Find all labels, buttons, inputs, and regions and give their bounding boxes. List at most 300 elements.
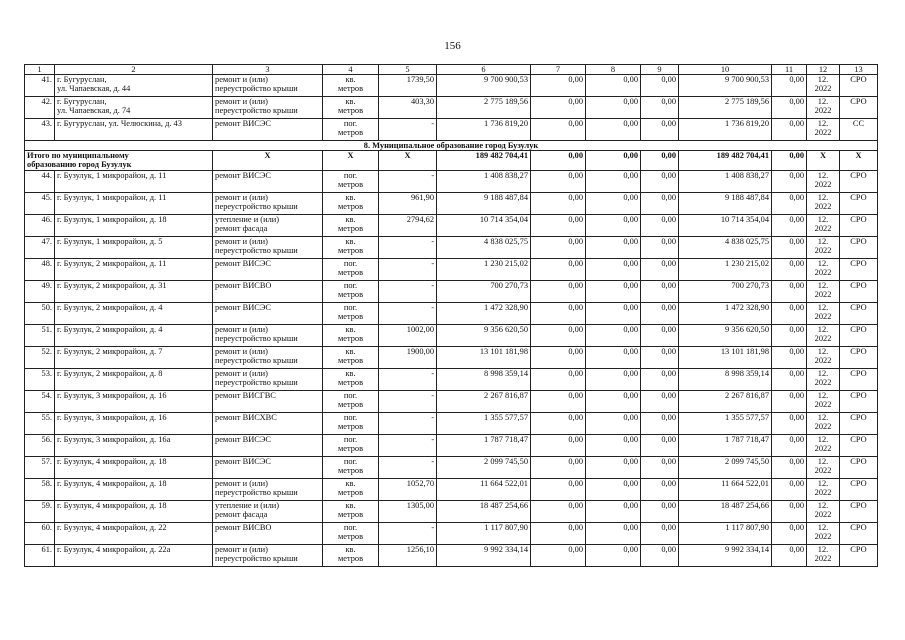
cost-cell: 0,00: [641, 281, 679, 303]
unit-cell: кв. метров: [323, 369, 379, 391]
quantity-cell: -: [379, 303, 437, 325]
cost-cell: 0,00: [772, 259, 807, 281]
cost-cell: 0,00: [772, 391, 807, 413]
quantity-cell: 1052,70: [379, 479, 437, 501]
table-row: [25, 215, 878, 237]
table-row: [25, 97, 878, 119]
cost-cell: 0,00: [772, 171, 807, 193]
unit-cell: пог. метров: [323, 523, 379, 545]
cost-cell: 700 270,73: [679, 281, 772, 303]
column-header: 1: [25, 65, 55, 75]
unit-cell: кв. метров: [323, 479, 379, 501]
cost-cell: 9 188 487,84: [679, 193, 772, 215]
cost-cell: 0,00: [586, 119, 641, 141]
cost-cell: 0,00: [531, 369, 586, 391]
total-label: Итого по муниципальному образованию город Бузулук: [25, 151, 213, 171]
cost-cell: 0,00: [772, 347, 807, 369]
address-cell: г. Бузулук, 4 микрорайон, д. 18: [55, 457, 213, 479]
address-cell: г. Бузулук, 1 микрорайон, д. 11: [55, 193, 213, 215]
work-type-cell: ремонт ВИСЭС: [213, 435, 323, 457]
deadline-cell: 12. 2022: [807, 391, 840, 413]
table-row: [25, 325, 878, 347]
cost-cell: 0,00: [531, 75, 586, 97]
row-number: 61.: [25, 545, 55, 567]
table-row: [25, 303, 878, 325]
cost-cell: 0,00: [586, 303, 641, 325]
address-cell: г. Бузулук, 1 микрорайон, д. 11: [55, 171, 213, 193]
deadline-cell: 12. 2022: [807, 259, 840, 281]
total-cell: 189 482 704,41: [437, 151, 531, 171]
quantity-cell: -: [379, 391, 437, 413]
total-cost-cell: 4 838 025,75: [437, 237, 531, 259]
quantity-cell: 1256,10: [379, 545, 437, 567]
total-cost-cell: 1 408 838,27: [437, 171, 531, 193]
address-cell: г. Бузулук, 3 микрорайон, д. 16: [55, 391, 213, 413]
total-cost-cell: 1 230 215,02: [437, 259, 531, 281]
work-type-cell: ремонт ВИСЭС: [213, 119, 323, 141]
total-cell: X: [323, 151, 379, 171]
repair-register-table: [24, 64, 878, 567]
row-number: 58.: [25, 479, 55, 501]
deadline-cell: 12. 2022: [807, 281, 840, 303]
cost-cell: 0,00: [586, 347, 641, 369]
cost-cell: 0,00: [641, 119, 679, 141]
column-number-row: [25, 65, 878, 75]
page-number: 156: [444, 40, 461, 52]
work-type-cell: ремонт ВИСЭС: [213, 171, 323, 193]
cost-cell: 0,00: [586, 391, 641, 413]
section-title: 8. Муниципальное образование город Бузулук: [25, 141, 878, 151]
quantity-cell: 1305,00: [379, 501, 437, 523]
deadline-cell: 12. 2022: [807, 97, 840, 119]
method-cell: СРО: [840, 97, 878, 119]
unit-cell: кв. метров: [323, 75, 379, 97]
column-header: 6: [437, 65, 531, 75]
cost-cell: 0,00: [586, 259, 641, 281]
quantity-cell: -: [379, 369, 437, 391]
unit-cell: кв. метров: [323, 237, 379, 259]
cost-cell: 0,00: [531, 303, 586, 325]
method-cell: СРО: [840, 435, 878, 457]
method-cell: СРО: [840, 391, 878, 413]
cost-cell: 0,00: [772, 325, 807, 347]
cost-cell: 0,00: [641, 193, 679, 215]
method-cell: СРО: [840, 237, 878, 259]
work-type-cell: ремонт и (или) переустройство крыши: [213, 369, 323, 391]
column-header: 3: [213, 65, 323, 75]
cost-cell: 11 664 522,01: [679, 479, 772, 501]
deadline-cell: 12. 2022: [807, 435, 840, 457]
quantity-cell: 403,30: [379, 97, 437, 119]
cost-cell: 0,00: [641, 303, 679, 325]
column-header: 5: [379, 65, 437, 75]
cost-cell: 0,00: [641, 75, 679, 97]
unit-cell: пог. метров: [323, 435, 379, 457]
method-cell: СРО: [840, 413, 878, 435]
row-number: 52.: [25, 347, 55, 369]
cost-cell: 0,00: [586, 413, 641, 435]
cost-cell: 0,00: [531, 193, 586, 215]
method-cell: СС: [840, 119, 878, 141]
method-cell: СРО: [840, 457, 878, 479]
cost-cell: 0,00: [772, 75, 807, 97]
cost-cell: 0,00: [641, 435, 679, 457]
method-cell: СРО: [840, 171, 878, 193]
cost-cell: 2 267 816,87: [679, 391, 772, 413]
unit-cell: пог. метров: [323, 457, 379, 479]
cost-cell: 0,00: [586, 193, 641, 215]
cost-cell: 10 714 354,04: [679, 215, 772, 237]
row-number: 41.: [25, 75, 55, 97]
quantity-cell: -: [379, 259, 437, 281]
address-cell: г. Бузулук, 4 микрорайон, д. 18: [55, 501, 213, 523]
cost-cell: 0,00: [586, 501, 641, 523]
cost-cell: 0,00: [586, 369, 641, 391]
cost-cell: 0,00: [772, 501, 807, 523]
table-row: [25, 457, 878, 479]
quantity-cell: -: [379, 237, 437, 259]
unit-cell: кв. метров: [323, 325, 379, 347]
deadline-cell: 12. 2022: [807, 457, 840, 479]
column-header: 9: [641, 65, 679, 75]
cost-cell: 0,00: [772, 479, 807, 501]
row-number: 45.: [25, 193, 55, 215]
method-cell: СРО: [840, 347, 878, 369]
unit-cell: пог. метров: [323, 303, 379, 325]
cost-cell: 0,00: [531, 413, 586, 435]
total-cell: 0,00: [586, 151, 641, 171]
cost-cell: 0,00: [641, 215, 679, 237]
cost-cell: 0,00: [641, 479, 679, 501]
row-number: 46.: [25, 215, 55, 237]
cost-cell: 0,00: [531, 523, 586, 545]
quantity-cell: 1002,00: [379, 325, 437, 347]
cost-cell: 0,00: [531, 325, 586, 347]
cost-cell: 0,00: [641, 457, 679, 479]
cost-cell: 0,00: [586, 215, 641, 237]
address-cell: г. Бузулук, 2 микрорайон, д. 8: [55, 369, 213, 391]
table-row: [25, 435, 878, 457]
cost-cell: 9 992 334,14: [679, 545, 772, 567]
cost-cell: 0,00: [531, 259, 586, 281]
unit-cell: кв. метров: [323, 501, 379, 523]
cost-cell: 0,00: [641, 325, 679, 347]
deadline-cell: 12. 2022: [807, 347, 840, 369]
quantity-cell: 1900,00: [379, 347, 437, 369]
row-number: 44.: [25, 171, 55, 193]
total-cost-cell: 8 998 359,14: [437, 369, 531, 391]
total-cost-cell: 1 787 718,47: [437, 435, 531, 457]
work-type-cell: ремонт ВИСВО: [213, 523, 323, 545]
column-header: 13: [840, 65, 878, 75]
total-cost-cell: 2 099 745,50: [437, 457, 531, 479]
cost-cell: 9 356 620,50: [679, 325, 772, 347]
method-cell: СРО: [840, 545, 878, 567]
cost-cell: 0,00: [531, 237, 586, 259]
deadline-cell: 12. 2022: [807, 545, 840, 567]
work-type-cell: ремонт и (или) переустройство крыши: [213, 75, 323, 97]
cost-cell: 0,00: [586, 237, 641, 259]
cost-cell: 0,00: [586, 171, 641, 193]
method-cell: СРО: [840, 501, 878, 523]
cost-cell: 0,00: [586, 97, 641, 119]
total-cost-cell: 9 700 900,53: [437, 75, 531, 97]
method-cell: СРО: [840, 215, 878, 237]
total-cost-cell: 13 101 181,98: [437, 347, 531, 369]
work-type-cell: ремонт ВИСВО: [213, 281, 323, 303]
cost-cell: 0,00: [586, 545, 641, 567]
work-type-cell: ремонт ВИСЭС: [213, 457, 323, 479]
method-cell: СРО: [840, 259, 878, 281]
deadline-cell: 12. 2022: [807, 75, 840, 97]
quantity-cell: -: [379, 457, 437, 479]
cost-cell: 1 472 328,90: [679, 303, 772, 325]
address-cell: г. Бузулук, 2 микрорайон, д. 7: [55, 347, 213, 369]
row-number: 57.: [25, 457, 55, 479]
cost-cell: 0,00: [531, 119, 586, 141]
table-row: [25, 237, 878, 259]
total-cost-cell: 700 270,73: [437, 281, 531, 303]
table-row: [25, 413, 878, 435]
cost-cell: 1 230 215,02: [679, 259, 772, 281]
quantity-cell: 1739,50: [379, 75, 437, 97]
cost-cell: 0,00: [772, 281, 807, 303]
quantity-cell: -: [379, 171, 437, 193]
cost-cell: 0,00: [772, 237, 807, 259]
cost-cell: 0,00: [641, 545, 679, 567]
total-cell: 189 482 704,41: [679, 151, 772, 171]
total-cell: X: [840, 151, 878, 171]
work-type-cell: ремонт ВИСГВС: [213, 391, 323, 413]
row-number: 42.: [25, 97, 55, 119]
total-cell: X: [213, 151, 323, 171]
unit-cell: пог. метров: [323, 259, 379, 281]
cost-cell: 0,00: [531, 215, 586, 237]
row-number: 48.: [25, 259, 55, 281]
cost-cell: 1 355 577,57: [679, 413, 772, 435]
work-type-cell: ремонт ВИСХВС: [213, 413, 323, 435]
cost-cell: 0,00: [641, 413, 679, 435]
unit-cell: кв. метров: [323, 193, 379, 215]
table-row: [25, 75, 878, 97]
address-cell: г. Бугуруслан, ул. Чапаевская, д. 44: [55, 75, 213, 97]
method-cell: СРО: [840, 193, 878, 215]
column-header: 11: [772, 65, 807, 75]
column-header: 7: [531, 65, 586, 75]
method-cell: СРО: [840, 523, 878, 545]
column-header: 2: [55, 65, 213, 75]
cost-cell: 0,00: [772, 303, 807, 325]
work-type-cell: ремонт и (или) переустройство крыши: [213, 347, 323, 369]
deadline-cell: 12. 2022: [807, 193, 840, 215]
cost-cell: 0,00: [641, 171, 679, 193]
total-cost-cell: 1 736 819,20: [437, 119, 531, 141]
unit-cell: пог. метров: [323, 413, 379, 435]
table-row: [25, 479, 878, 501]
cost-cell: 0,00: [531, 171, 586, 193]
address-cell: г. Бузулук, 4 микрорайон, д. 22а: [55, 545, 213, 567]
table-row: [25, 501, 878, 523]
deadline-cell: 12. 2022: [807, 237, 840, 259]
deadline-cell: 12. 2022: [807, 325, 840, 347]
work-type-cell: утепление и (или) ремонт фасада: [213, 215, 323, 237]
unit-cell: пог. метров: [323, 119, 379, 141]
address-cell: г. Бузулук, 1 микрорайон, д. 18: [55, 215, 213, 237]
cost-cell: 9 700 900,53: [679, 75, 772, 97]
total-cost-cell: 1 472 328,90: [437, 303, 531, 325]
cost-cell: 0,00: [586, 435, 641, 457]
unit-cell: пог. метров: [323, 391, 379, 413]
row-number: 60.: [25, 523, 55, 545]
deadline-cell: 12. 2022: [807, 119, 840, 141]
cost-cell: 0,00: [641, 347, 679, 369]
column-header: 4: [323, 65, 379, 75]
quantity-cell: -: [379, 435, 437, 457]
cost-cell: 0,00: [641, 259, 679, 281]
method-cell: СРО: [840, 75, 878, 97]
deadline-cell: 12. 2022: [807, 369, 840, 391]
row-number: 53.: [25, 369, 55, 391]
deadline-cell: 12. 2022: [807, 303, 840, 325]
quantity-cell: -: [379, 119, 437, 141]
cost-cell: 0,00: [772, 457, 807, 479]
cost-cell: 0,00: [531, 391, 586, 413]
total-cell: 0,00: [772, 151, 807, 171]
row-number: 49.: [25, 281, 55, 303]
address-cell: г. Бузулук, 4 микрорайон, д. 18: [55, 479, 213, 501]
method-cell: СРО: [840, 479, 878, 501]
section-title-row: [25, 141, 878, 151]
method-cell: СРО: [840, 325, 878, 347]
row-number: 43.: [25, 119, 55, 141]
cost-cell: 0,00: [586, 457, 641, 479]
unit-cell: кв. метров: [323, 97, 379, 119]
deadline-cell: 12. 2022: [807, 479, 840, 501]
cost-cell: 0,00: [531, 479, 586, 501]
row-number: 47.: [25, 237, 55, 259]
cost-cell: 0,00: [586, 479, 641, 501]
cost-cell: 0,00: [641, 369, 679, 391]
total-cost-cell: 9 992 334,14: [437, 545, 531, 567]
method-cell: СРО: [840, 369, 878, 391]
table-row: [25, 281, 878, 303]
address-cell: г. Бузулук, 2 микрорайон, д. 31: [55, 281, 213, 303]
row-number: 59.: [25, 501, 55, 523]
table-row: [25, 347, 878, 369]
work-type-cell: ремонт и (или) переустройство крыши: [213, 237, 323, 259]
table-row: [25, 369, 878, 391]
row-number: 55.: [25, 413, 55, 435]
cost-cell: 0,00: [641, 523, 679, 545]
column-header: 8: [586, 65, 641, 75]
deadline-cell: 12. 2022: [807, 523, 840, 545]
work-type-cell: ремонт и (или) переустройство крыши: [213, 193, 323, 215]
cost-cell: 0,00: [531, 347, 586, 369]
address-cell: г. Бузулук, 3 микрорайон, д. 16а: [55, 435, 213, 457]
cost-cell: 0,00: [531, 281, 586, 303]
quantity-cell: -: [379, 413, 437, 435]
address-cell: г. Бузулук, 2 микрорайон, д. 4: [55, 325, 213, 347]
cost-cell: 0,00: [586, 325, 641, 347]
quantity-cell: 961,90: [379, 193, 437, 215]
unit-cell: кв. метров: [323, 215, 379, 237]
cost-cell: 1 117 807,90: [679, 523, 772, 545]
cost-cell: 0,00: [641, 97, 679, 119]
cost-cell: 0,00: [772, 193, 807, 215]
unit-cell: пог. метров: [323, 281, 379, 303]
quantity-cell: -: [379, 523, 437, 545]
address-cell: г. Бугуруслан, ул. Чапаевская, д. 74: [55, 97, 213, 119]
table-row: [25, 391, 878, 413]
cost-cell: 0,00: [641, 391, 679, 413]
cost-cell: 0,00: [772, 119, 807, 141]
quantity-cell: 2794,62: [379, 215, 437, 237]
column-header: 10: [679, 65, 772, 75]
work-type-cell: утепление и (или) ремонт фасада: [213, 501, 323, 523]
deadline-cell: 12. 2022: [807, 171, 840, 193]
address-cell: г. Бузулук, 2 микрорайон, д. 4: [55, 303, 213, 325]
deadline-cell: 12. 2022: [807, 215, 840, 237]
cost-cell: 0,00: [772, 413, 807, 435]
method-cell: СРО: [840, 303, 878, 325]
total-cost-cell: 11 664 522,01: [437, 479, 531, 501]
total-cost-cell: 1 117 807,90: [437, 523, 531, 545]
table-row: [25, 193, 878, 215]
unit-cell: кв. метров: [323, 347, 379, 369]
total-cell: X: [379, 151, 437, 171]
cost-cell: 0,00: [531, 501, 586, 523]
work-type-cell: ремонт и (или) переустройство крыши: [213, 97, 323, 119]
total-cell: 0,00: [531, 151, 586, 171]
table-row: [25, 171, 878, 193]
total-cost-cell: 2 775 189,56: [437, 97, 531, 119]
address-cell: г. Бузулук, 2 микрорайон, д. 11: [55, 259, 213, 281]
total-cell: 0,00: [641, 151, 679, 171]
work-type-cell: ремонт и (или) переустройство крыши: [213, 325, 323, 347]
table-row: [25, 545, 878, 567]
row-number: 56.: [25, 435, 55, 457]
total-cost-cell: 9 356 620,50: [437, 325, 531, 347]
work-type-cell: ремонт и (или) переустройство крыши: [213, 479, 323, 501]
address-cell: г. Бузулук, 1 микрорайон, д. 5: [55, 237, 213, 259]
cost-cell: 1 736 819,20: [679, 119, 772, 141]
cost-cell: 0,00: [531, 457, 586, 479]
cost-cell: 0,00: [531, 435, 586, 457]
cost-cell: 18 487 254,66: [679, 501, 772, 523]
cost-cell: 2 099 745,50: [679, 457, 772, 479]
cost-cell: 0,00: [641, 237, 679, 259]
work-type-cell: ремонт ВИСЭС: [213, 259, 323, 281]
address-cell: г. Бузулук, 4 микрорайон, д. 22: [55, 523, 213, 545]
cost-cell: 1 787 718,47: [679, 435, 772, 457]
cost-cell: 8 998 359,14: [679, 369, 772, 391]
deadline-cell: 12. 2022: [807, 413, 840, 435]
total-cost-cell: 9 188 487,84: [437, 193, 531, 215]
cost-cell: 13 101 181,98: [679, 347, 772, 369]
total-row: [25, 151, 878, 171]
cost-cell: 0,00: [772, 215, 807, 237]
cost-cell: 1 408 838,27: [679, 171, 772, 193]
cost-cell: 0,00: [772, 435, 807, 457]
address-cell: г. Бугуруслан, ул. Челюскина, д. 43: [55, 119, 213, 141]
address-cell: г. Бузулук, 3 микрорайон, д. 16: [55, 413, 213, 435]
table-row: [25, 523, 878, 545]
cost-cell: 0,00: [772, 369, 807, 391]
cost-cell: 0,00: [772, 523, 807, 545]
row-number: 51.: [25, 325, 55, 347]
total-cost-cell: 18 487 254,66: [437, 501, 531, 523]
deadline-cell: 12. 2022: [807, 501, 840, 523]
